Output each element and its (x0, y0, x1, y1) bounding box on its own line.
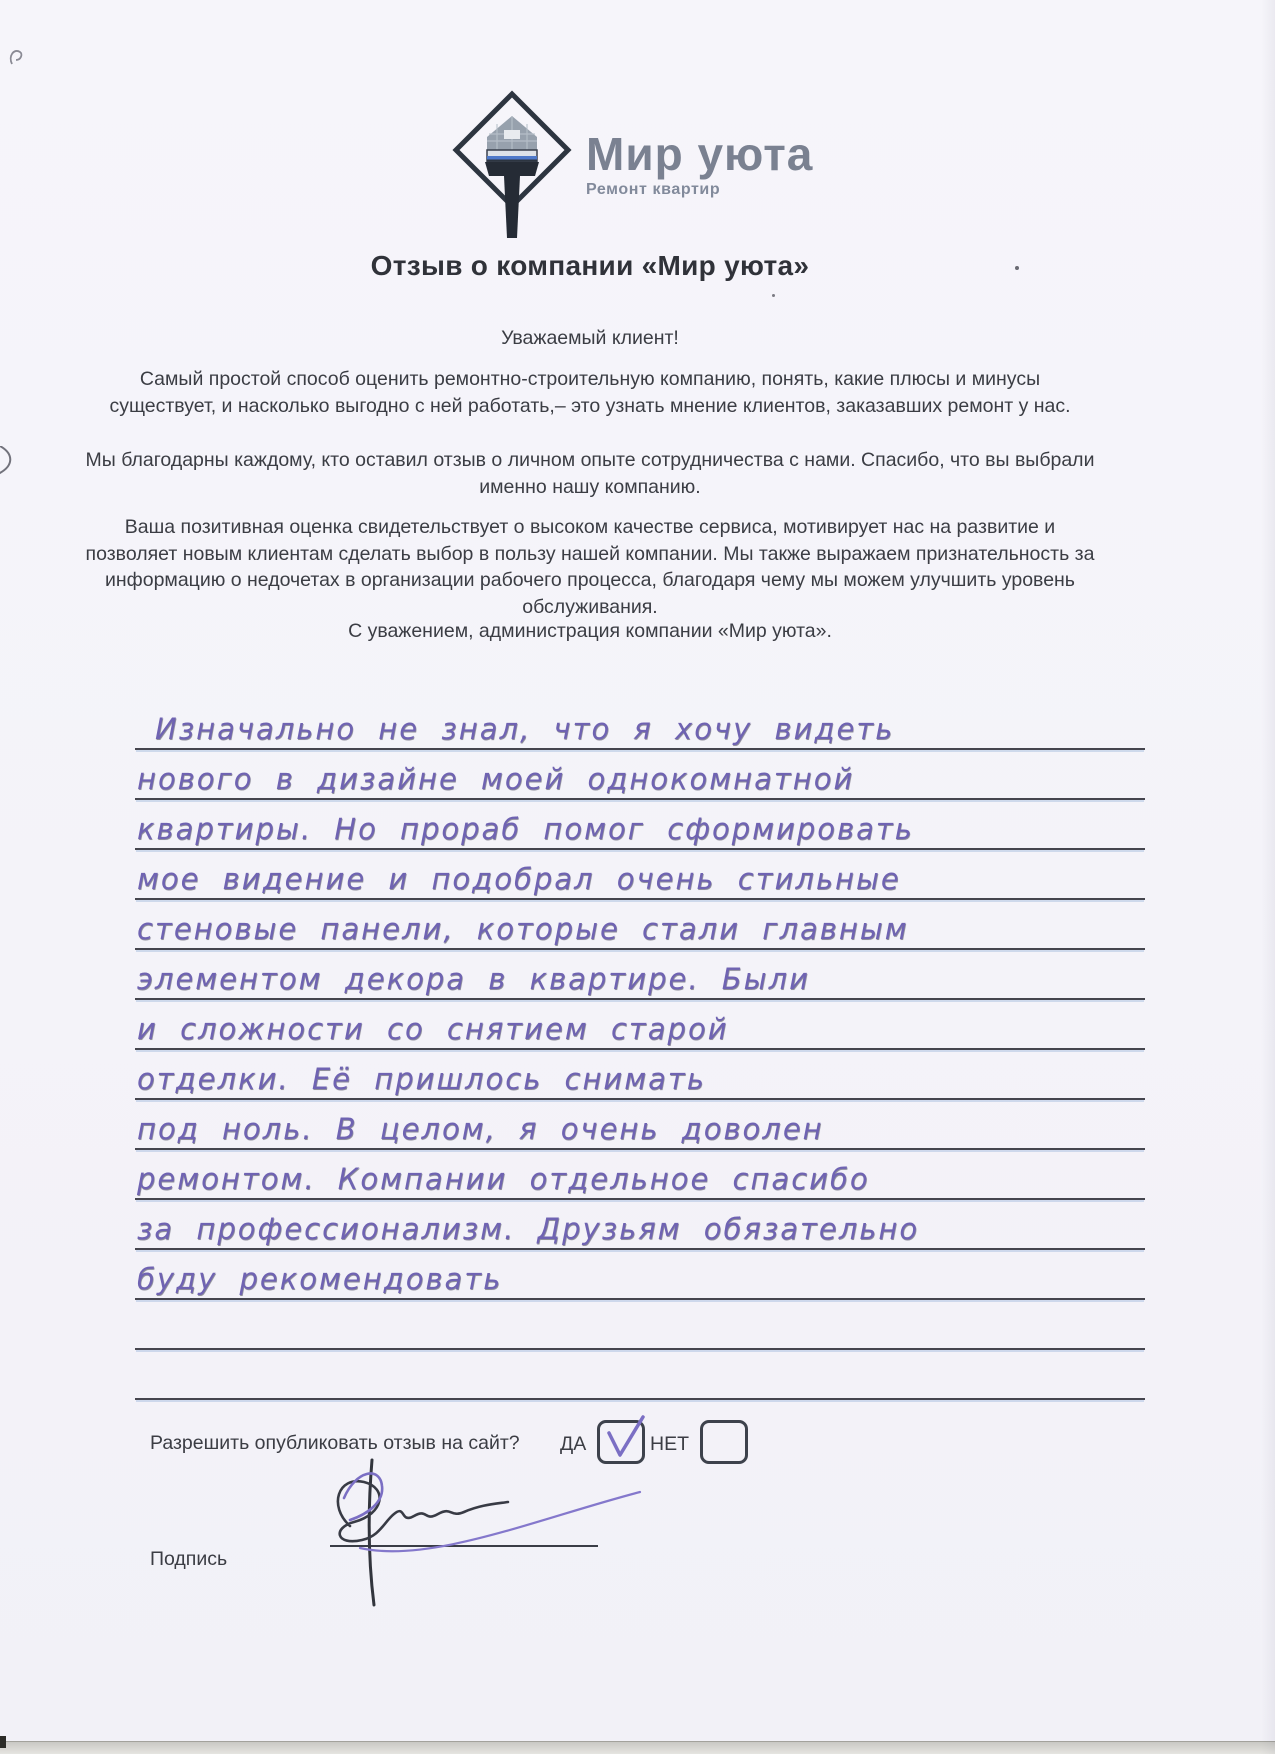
handwritten-text: нового в дизайне моей однокомнатной (137, 762, 855, 796)
handwritten-line (135, 1250, 1145, 1300)
yes-label: ДА (560, 1433, 587, 1455)
handwritten-text: отделки. Её пришлось снимать (137, 1062, 706, 1096)
intro-paragraph: Самый простой способ оценить ремонтно-строительную компанию, понять, какие плюсы и минусы существует, и насколько выгодно с ней работать,– это узнать мнение клиентов, заказавших ремонт у нас. (109, 368, 1071, 417)
company-logo (452, 90, 813, 240)
handwritten-line (135, 950, 1145, 1000)
handwritten-text: буду рекомендовать (137, 1262, 503, 1296)
handwritten-line (135, 750, 1145, 800)
handwritten-line (135, 1050, 1145, 1100)
signature-label: Подпись (150, 1548, 228, 1570)
company-name: Мир уюта (586, 128, 814, 180)
handwritten-text: квартиры. Но прораб помог сформировать (137, 812, 914, 846)
handwritten-line (135, 1100, 1145, 1150)
scan-artifact (0, 1736, 6, 1748)
scanner-edge (0, 1741, 1275, 1754)
handwritten-text: за профессионализм. Друзьям обязательно (137, 1212, 920, 1246)
handwritten-line (135, 1150, 1145, 1200)
feedback-paragraph: Ваша позитивная оценка свидетельствует о высоком качестве сервиса, мотивирует нас на развитие и позволяет новым клиентам сделать выбор в пользу нашей компании. Мы также выражаем признательность за информацию о недочетах в организации рабочего процесса, благодаря чему мы можем улучшить уровень обслуживания. (85, 516, 1095, 618)
handwritten-line (135, 700, 1145, 750)
handwritten-text: и сложности со снятием старой (137, 1012, 729, 1046)
publish-question: Разрешить опубликовать отзыв на сайт? (150, 1432, 520, 1454)
greeting-line: Уважаемый клиент! (501, 327, 679, 349)
scan-artifact (772, 294, 775, 297)
paintbrush-diamond-icon (452, 90, 572, 240)
handwritten-line (135, 900, 1145, 950)
handwritten-text: ремонтом. Компании отдельное спасибо (137, 1162, 870, 1196)
no-checkbox (700, 1420, 748, 1464)
page-title: Отзыв о компании «Мир уюта» (370, 250, 810, 281)
handwritten-text: под ноль. В целом, я очень доволен (137, 1112, 824, 1146)
handwritten-text: элементом декора в квартире. Были (137, 962, 810, 996)
company-tagline: Ремонт квартир (586, 181, 721, 198)
scan-artifact (0, 446, 16, 476)
handwritten-text: мое видение и подобрал очень стильные (137, 862, 901, 896)
handwritten-line (135, 850, 1145, 900)
signature-scribble (280, 1448, 680, 1618)
signoff-line: С уважением, администрация компании «Мир уюта». (348, 620, 832, 642)
scan-artifact (8, 46, 24, 68)
no-label: НЕТ (650, 1433, 689, 1455)
empty-ruled-line (135, 1350, 1145, 1400)
handwritten-line (135, 1000, 1145, 1050)
handwritten-line (135, 1200, 1145, 1250)
handwritten-text: Изначально не знал, что я хочу видеть (155, 712, 895, 746)
empty-ruled-line (135, 1300, 1145, 1350)
handwritten-line (135, 800, 1145, 850)
thanks-paragraph: Мы благодарны каждому, кто оставил отзыв о личном опыте сотрудничества с нами. Спасибо, что вы выбрали именно нашу компанию. (85, 449, 1095, 498)
handwritten-text: стеновые панели, которые стали главным (137, 912, 909, 946)
handwritten-review (135, 700, 1145, 1400)
